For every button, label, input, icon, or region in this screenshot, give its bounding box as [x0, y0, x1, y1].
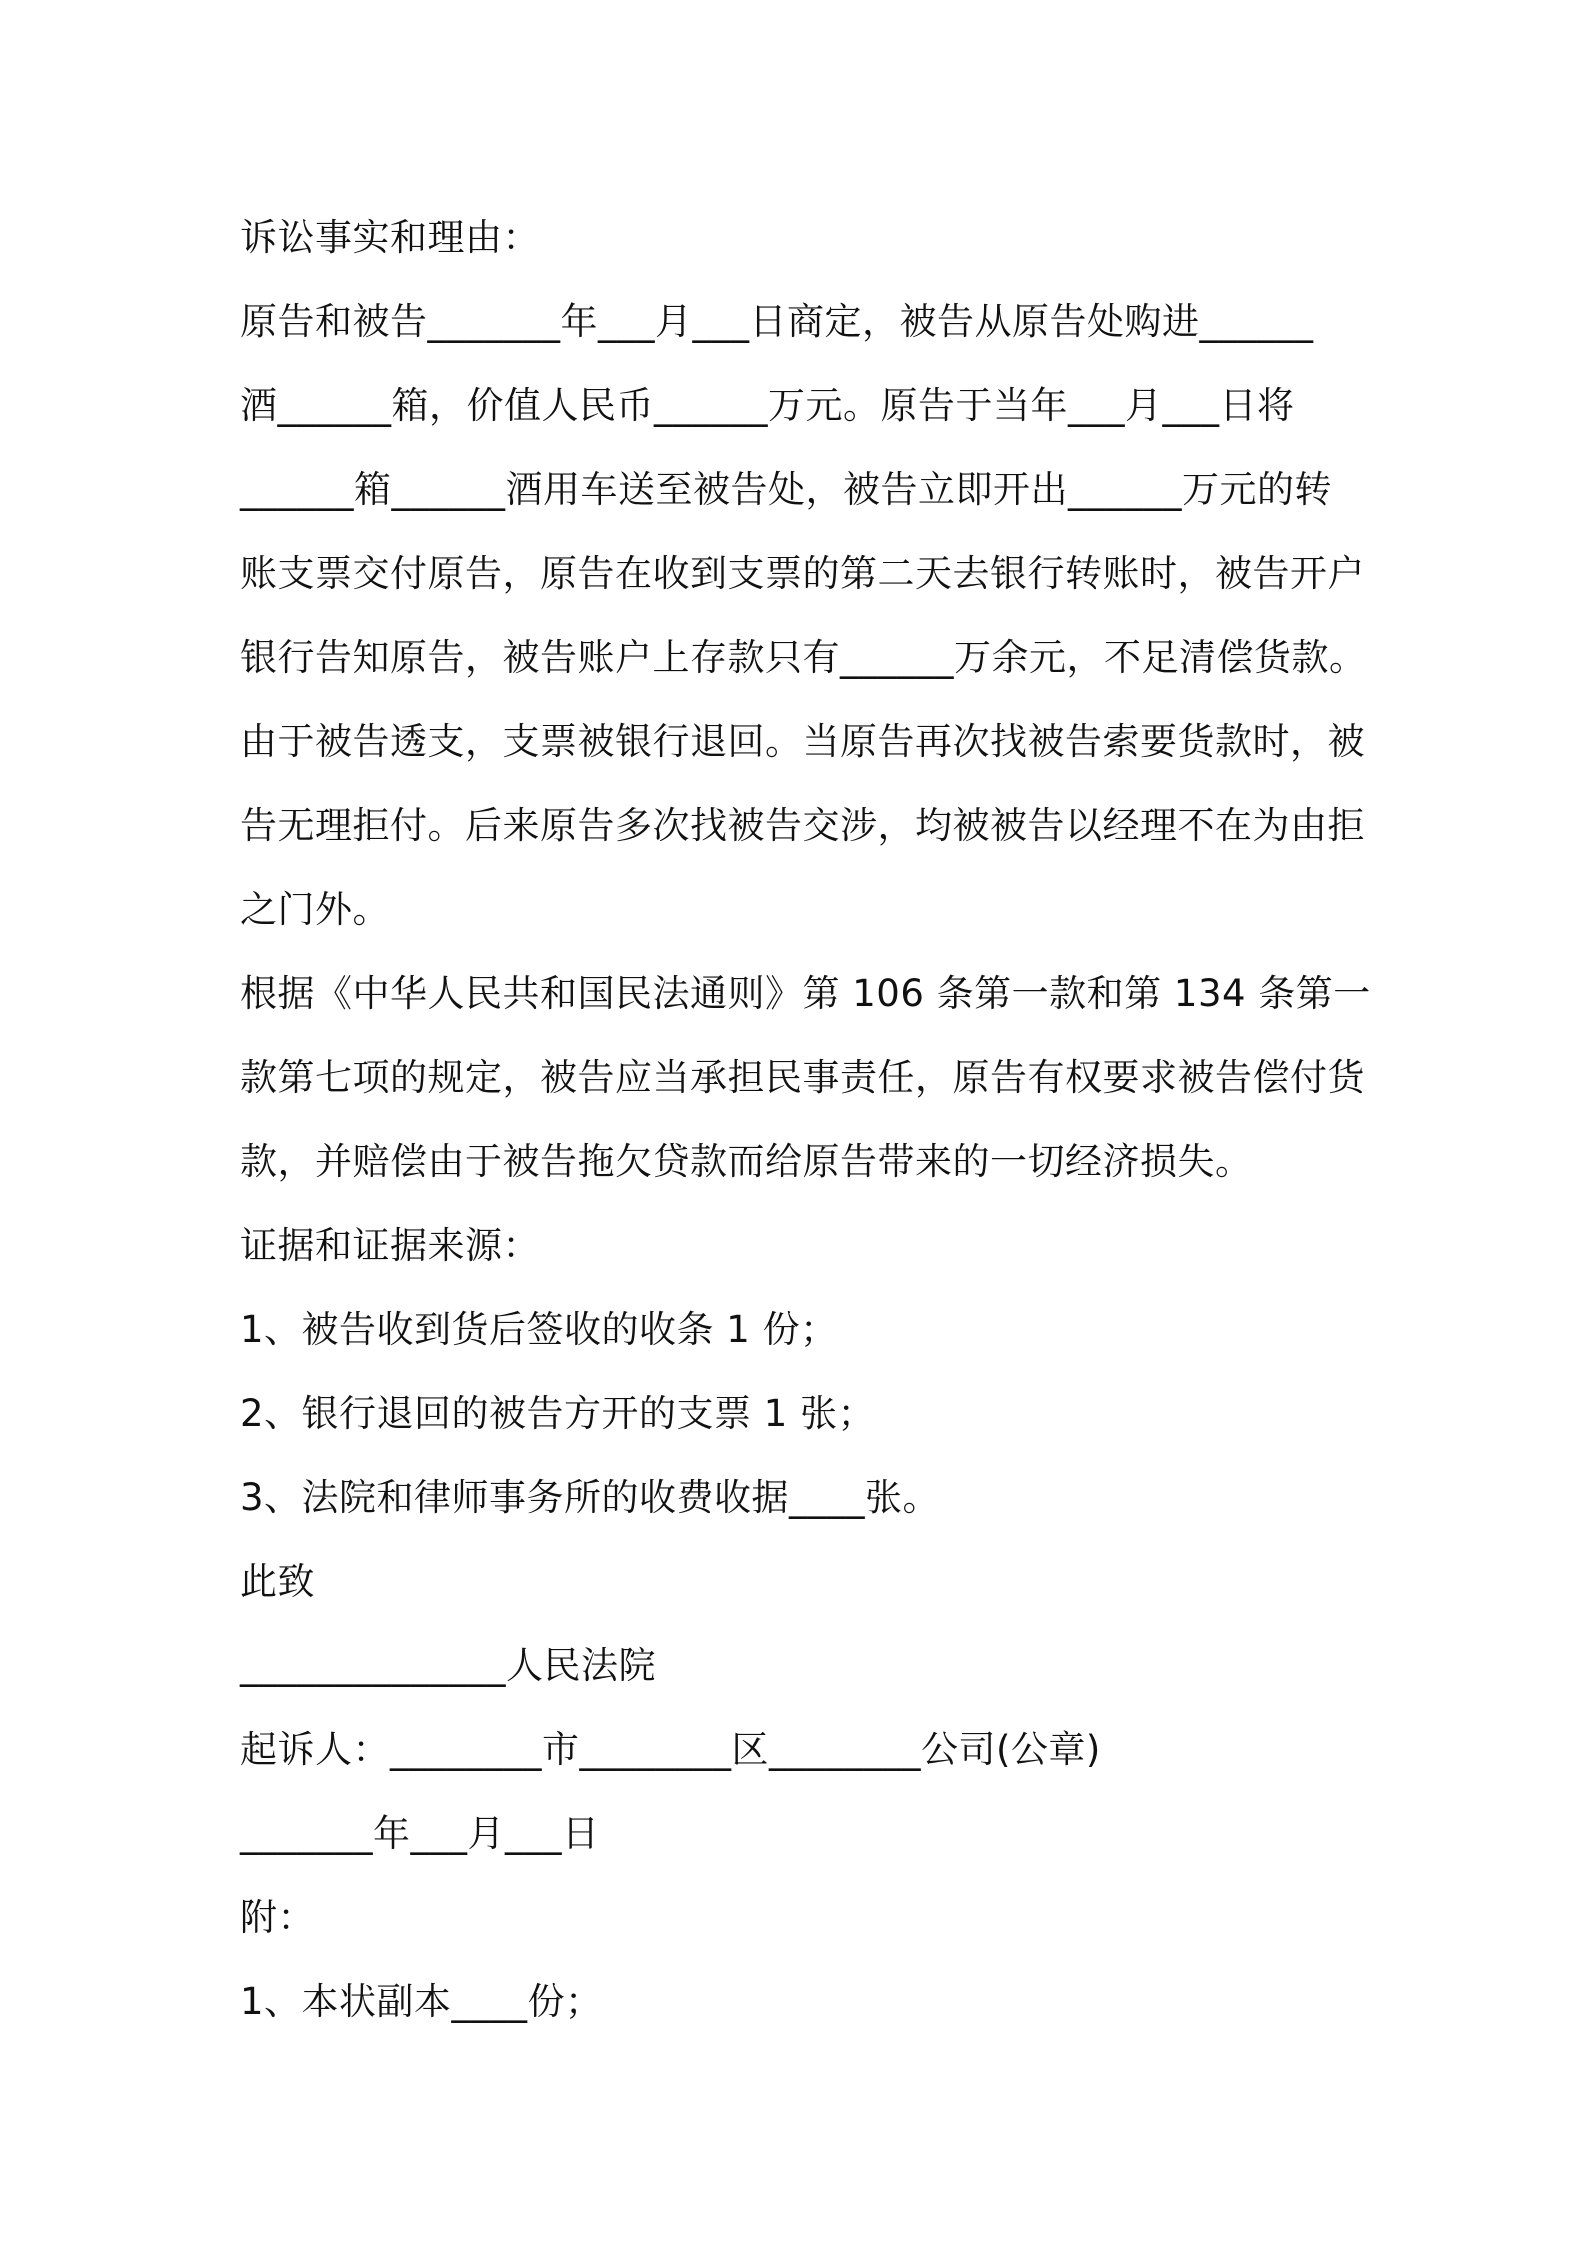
paragraph-line: 款，并赔偿由于被告拖欠贷款而给原告带来的一切经济损失。 — [240, 1140, 1253, 1183]
paragraph-line: 银行告知原告，被告账户上存款只有______万余元，不足清偿货款。 — [240, 636, 1367, 679]
paragraph-line: 账支票交付原告，原告在收到支票的第二天去银行转账时，被告开户 — [240, 552, 1365, 595]
paragraph-line: 款第七项的规定，被告应当承担民事责任，原告有权要求被告偿付货 — [240, 1056, 1365, 1099]
paragraph-line: 告无理拒付。后来原告多次找被告交涉，均被被告以经理不在为由拒 — [240, 804, 1365, 847]
paragraph-line: 酒______箱，价值人民币______万元。原告于当年___月___日将 — [240, 384, 1295, 427]
attachment-item: 1、本状副本____份； — [240, 1980, 603, 2023]
heading-evidence: 证据和证据来源： — [240, 1224, 540, 1267]
paragraph-line: 之门外。 — [240, 888, 390, 931]
date-line: _______年___月___日 — [240, 1812, 600, 1855]
attachment-heading: 附： — [240, 1896, 315, 1939]
paragraph-line: 由于被告透支，支票被银行退回。当原告再次找被告索要货款时，被 — [240, 720, 1365, 763]
evidence-item: 1、被告收到货后签收的收条 1 份； — [240, 1308, 838, 1351]
plaintiff-signature: 起诉人：________市________区________公司(公章) — [240, 1728, 1101, 1771]
paragraph-line: 根据《中华人民共和国民法通则》第 106 条第一款和第 134 条第一 — [240, 972, 1371, 1015]
paragraph-line: 原告和被告_______年___月___日商定，被告从原告处购进______ — [240, 300, 1314, 343]
salutation: 此致 — [240, 1560, 315, 1603]
evidence-item: 2、银行退回的被告方开的支票 1 张； — [240, 1392, 876, 1435]
paragraph-line: ______箱______酒用车送至被告处，被告立即开出______万元的转 — [240, 468, 1332, 511]
evidence-item: 3、法院和律师事务所的收费收据____张。 — [240, 1476, 941, 1519]
heading-facts-and-reasons: 诉讼事实和理由： — [240, 216, 540, 259]
document-body — [240, 196, 1371, 2044]
court-name: ______________人民法院 — [240, 1644, 656, 1687]
